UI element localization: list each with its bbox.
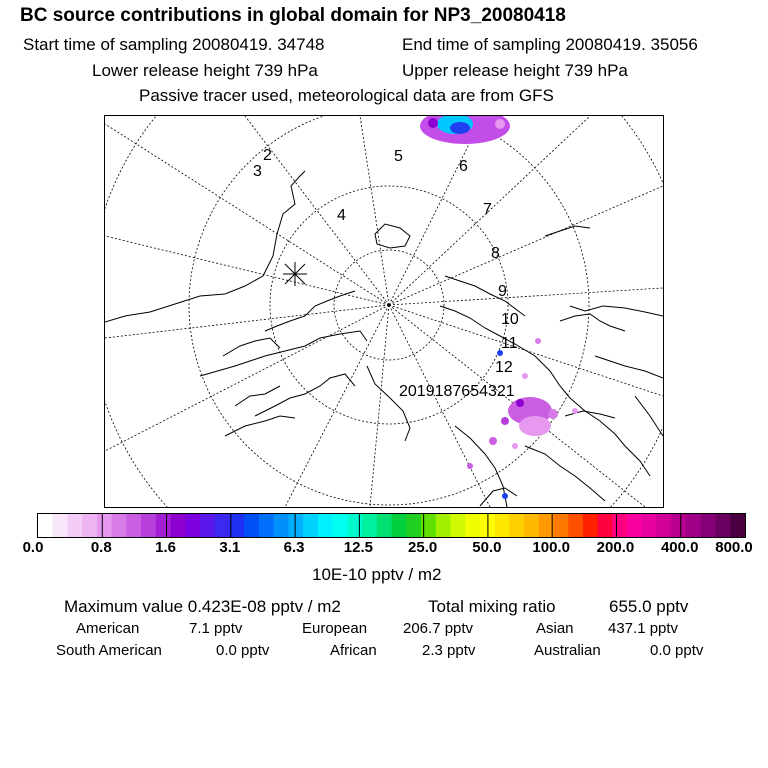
colorbar-tick-label: 200.0: [596, 539, 635, 556]
lower-release-height: Lower release height 739 hPa: [92, 61, 318, 80]
colorbar-swatch: [554, 514, 569, 537]
colorbar-swatch: [53, 514, 68, 537]
colorbar-swatch: [392, 514, 407, 537]
colorbar-swatch: [642, 514, 657, 537]
colorbar-swatch: [627, 514, 642, 537]
colorbar-tick-label: 6.3: [283, 539, 305, 556]
region-australian-value: 0.0 pptv: [650, 642, 704, 659]
release-site-cross: [283, 262, 307, 286]
colorbar-swatch: [347, 514, 362, 537]
colorbar-swatch: [362, 514, 377, 537]
colorbar-swatch: [185, 514, 200, 537]
coastlines: [105, 171, 663, 507]
colorbar-swatch: [509, 514, 524, 537]
colorbar-swatch: [686, 514, 701, 537]
region-south-american-value: 0.0 pptv: [216, 642, 270, 659]
traj-label-4: 4: [337, 207, 346, 224]
colorbar-tick-label: 3.1: [219, 539, 241, 556]
colorbar-swatch: [318, 514, 333, 537]
colorbar-unit: 10E-10 pptv / m2: [312, 565, 442, 584]
polar-map: [104, 115, 664, 508]
end-time: End time of sampling 20080419. 35056: [402, 35, 698, 54]
colorbar-tick-label: 50.0: [472, 539, 502, 556]
start-time: Start time of sampling 20080419. 34748: [23, 35, 325, 54]
tracer-note: Passive tracer used, meteorological data are from GFS: [139, 86, 554, 105]
colorbar-swatch: [141, 514, 156, 537]
colorbar-swatch: [97, 514, 112, 537]
colorbar-swatch: [465, 514, 480, 537]
graticule: [105, 116, 663, 507]
region-european-value: 206.7 pptv: [403, 620, 474, 637]
colorbar-svg: [38, 514, 745, 537]
colorbar-swatch: [82, 514, 97, 537]
colorbar-swatch: [716, 514, 731, 537]
region-american-value: 7.1 pptv: [189, 620, 243, 637]
colorbar-swatch: [67, 514, 82, 537]
colorbar-swatch: [657, 514, 672, 537]
region-american-name: American: [76, 620, 140, 637]
region-asian-value: 437.1 pptv: [608, 620, 679, 637]
max-value: Maximum value 0.423E-08 pptv / m2: [64, 597, 341, 616]
colorbar-swatch: [229, 514, 244, 537]
traj-label-12: 12: [495, 359, 513, 376]
upper-release-height: Upper release height 739 hPa: [402, 61, 628, 80]
colorbar-swatch: [377, 514, 392, 537]
total-mixing-value: 655.0 pptv: [609, 597, 689, 616]
traj-label-cluster: 2019187654321: [399, 383, 515, 400]
colorbar-swatch: [450, 514, 465, 537]
traj-label-11: 11: [501, 335, 518, 352]
colorbar-swatch: [38, 514, 53, 537]
colorbar-swatch: [112, 514, 127, 537]
colorbar-tick-label: 12.5: [343, 539, 373, 556]
colorbar-swatch: [583, 514, 598, 537]
total-mixing-label: Total mixing ratio: [428, 597, 556, 616]
colorbar-tick-label: 25.0: [408, 539, 438, 556]
colorbar-tick-label: 1.6: [155, 539, 176, 556]
colorbar-swatch: [171, 514, 186, 537]
traj-label-5: 5: [394, 148, 403, 165]
traj-label-2: 2: [263, 147, 272, 164]
region-african-name: African: [330, 642, 377, 659]
traj-label-7: 7: [483, 201, 492, 218]
colorbar-tick-label: 0.8: [90, 539, 112, 556]
colorbar-tick-label: 800.0: [715, 539, 753, 556]
colorbar-tick-label: 0.0: [22, 539, 44, 556]
traj-label-6: 6: [459, 158, 468, 175]
colorbar-swatch: [126, 514, 141, 537]
colorbar-swatch: [612, 514, 627, 537]
colorbar-swatch: [288, 514, 303, 537]
colorbar-swatch: [215, 514, 230, 537]
colorbar-swatch: [598, 514, 613, 537]
colorbar-swatch: [333, 514, 348, 537]
region-south-american-name: South American: [56, 642, 162, 659]
colorbar-swatch: [303, 514, 318, 537]
traj-label-3: 3: [253, 163, 262, 180]
colorbar: [37, 513, 746, 538]
colorbar-swatch: [730, 514, 745, 537]
colorbar-swatch: [156, 514, 171, 537]
colorbar-swatch: [274, 514, 289, 537]
colorbar-swatch: [259, 514, 274, 537]
region-australian-name: Australian: [534, 642, 601, 659]
colorbar-swatch: [568, 514, 583, 537]
colorbar-swatch: [244, 514, 259, 537]
traj-label-10: 10: [501, 311, 519, 328]
traj-label-8: 8: [491, 245, 500, 262]
colorbar-swatch: [200, 514, 215, 537]
colorbar-swatch: [436, 514, 451, 537]
colorbar-swatch: [671, 514, 686, 537]
traj-label-9: 9: [498, 283, 507, 300]
colorbar-tick-label: 100.0: [532, 539, 570, 556]
colorbar-swatch: [495, 514, 510, 537]
plot-title: BC source contributions in global domain for NP3_20080418: [20, 5, 566, 26]
region-african-value: 2.3 pptv: [422, 642, 476, 659]
region-asian-name: Asian: [536, 620, 574, 637]
colorbar-swatch: [406, 514, 421, 537]
colorbar-swatch: [701, 514, 716, 537]
colorbar-swatch: [524, 514, 539, 537]
region-european-name: European: [302, 620, 368, 637]
map-svg: [105, 116, 663, 507]
colorbar-tick-label: 400.0: [660, 539, 699, 556]
